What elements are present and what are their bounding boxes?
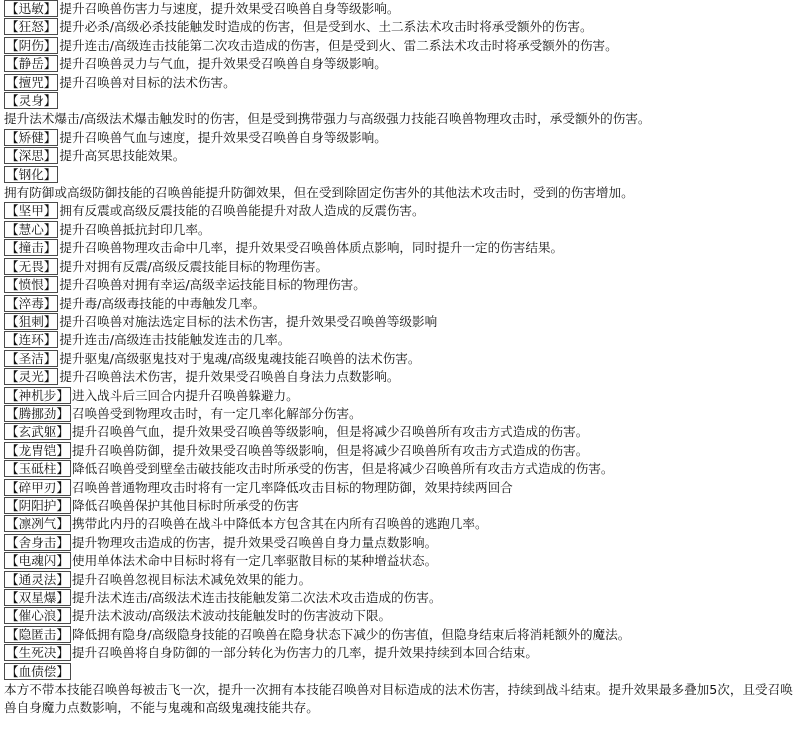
entry-description: 提升召唤兽法术伤害，提升效果受召唤兽自身法力点数影响。 xyxy=(59,369,400,385)
entry-line xyxy=(4,589,796,607)
entry-line xyxy=(4,552,796,570)
entry-description: 提升连击/高级连击技能触发连击的几率。 xyxy=(59,332,291,348)
entry-name-text: 阴阳护 xyxy=(18,497,57,513)
entry-description: 提升召唤兽灵力与气血，提升效果受召唤兽自身等级影响。 xyxy=(59,56,387,72)
entry-line xyxy=(4,423,796,441)
entry-line xyxy=(4,663,796,681)
entry-line xyxy=(4,239,796,257)
entry-name-text: 舍身击 xyxy=(18,534,57,550)
entry-line xyxy=(4,350,796,368)
entry-name: 【狂怒】 xyxy=(6,19,57,35)
entry-description: 提升召唤兽气血，提升效果受召唤兽等级影响，但是将减少召唤兽所有攻击方式造成的伤害。 xyxy=(71,424,589,440)
entry-name: 【矫健】 xyxy=(6,129,57,145)
entry-line xyxy=(4,166,796,184)
entry-name-text: 圣洁 xyxy=(18,350,44,366)
entry-name-text: 神机步 xyxy=(18,387,57,403)
entry-name: 【撞击】 xyxy=(6,240,57,256)
entry-line xyxy=(4,276,796,294)
entry-name-text: 龙胄铠 xyxy=(18,442,57,458)
entry-name: 【舍身击】 xyxy=(6,534,69,550)
entry-name: 【愤恨】 xyxy=(6,277,57,293)
entry-line xyxy=(4,221,796,239)
entry-line xyxy=(4,313,796,331)
entry-line xyxy=(4,129,796,147)
entry-name: 【迅敏】 xyxy=(6,1,57,16)
entry-name-text: 迅敏 xyxy=(18,1,44,16)
entry-name-text: 慧心 xyxy=(18,221,44,237)
entry-name: 【玄武躯】 xyxy=(6,424,69,440)
entry-line xyxy=(4,37,796,55)
entry-name: 【凛冽气】 xyxy=(6,516,69,532)
entry-name: 【阴伤】 xyxy=(6,37,57,53)
entry-line xyxy=(4,607,796,625)
entry-name-text: 玄武躯 xyxy=(18,424,57,440)
entry-name-text: 凛冽气 xyxy=(18,516,57,532)
entry-description: 提升召唤兽物理攻击命中几率，提升效果受召唤兽体质点影响，同时提升一定的伤害结果。 xyxy=(59,240,564,256)
entry-description: 提升必杀/高级必杀技能触发时造成的伤害，但是受到水、土二系法术攻击时将承受额外的伤害。 xyxy=(59,19,593,35)
entry-line xyxy=(4,18,796,36)
entry-line xyxy=(4,460,796,478)
entry-description: 进入战斗后三回合内提升召唤兽躲避力。 xyxy=(71,387,299,403)
entry-line xyxy=(4,258,796,276)
entry-name: 【催心浪】 xyxy=(6,608,69,624)
entry-name-text: 生死决 xyxy=(18,645,57,661)
entry-line xyxy=(4,644,796,662)
entry-line xyxy=(4,202,796,220)
entry-line xyxy=(4,74,796,92)
entry-name-text: 碎甲刃 xyxy=(18,479,57,495)
entry-line xyxy=(4,681,796,718)
entry-description: 携带此内丹的召唤兽在战斗中降低本方包含其在内所有召唤兽的逃跑几率。 xyxy=(71,516,488,532)
entry-name-text: 愤恨 xyxy=(18,277,44,293)
entry-name: 【隐匿击】 xyxy=(6,626,69,642)
entry-name: 【腾挪劲】 xyxy=(6,405,69,421)
entry-name-text: 通灵法 xyxy=(18,571,57,587)
entry-description: 提升召唤兽忽视目标法术减免效果的能力。 xyxy=(71,571,312,587)
entry-name: 【玉砥柱】 xyxy=(6,461,69,477)
entry-name: 【静岳】 xyxy=(6,56,57,72)
entry-description: 提升法术波动/高级法术波动技能触发时的伤害波动下限。 xyxy=(71,608,392,624)
entry-description: 提升召唤兽抵抗封印几率。 xyxy=(59,221,211,237)
entry-name: 【连环】 xyxy=(6,332,57,348)
entry-line xyxy=(4,626,796,644)
entry-description: 使用单体法术命中目标时将有一定几率驱散目标的某种增益状态。 xyxy=(71,553,438,569)
entry-name: 【坚甲】 xyxy=(6,203,57,219)
entry-line xyxy=(4,184,796,202)
entry-line xyxy=(4,55,796,73)
entry-list xyxy=(4,0,796,718)
entry-line xyxy=(4,331,796,349)
entry-line xyxy=(4,497,796,515)
entry-line xyxy=(4,571,796,589)
entry-name: 【灵光】 xyxy=(6,369,57,385)
entry-name: 【慧心】 xyxy=(6,221,57,237)
entry-description: 提升召唤兽伤害力与速度，提升效果受召唤兽自身等级影响。 xyxy=(59,1,400,16)
entry-name-text: 玉砥柱 xyxy=(18,461,57,477)
entry-line xyxy=(4,147,796,165)
entry-name: 【血债偿】 xyxy=(6,663,69,679)
entry-line xyxy=(4,110,796,128)
entry-description: 提升连击/高级连击技能第二次攻击造成的伤害，但是受到火、雷二系法术攻击时将承受额外的伤害。 xyxy=(59,37,618,53)
entry-description: 提升召唤兽对目标的法术伤害。 xyxy=(59,74,236,90)
entry-line xyxy=(4,295,796,313)
entry-description: 提升召唤兽将自身防御的一部分转化为伤害力的几率，提升效果持续到本回合结束。 xyxy=(71,645,538,661)
entry-name-text: 钢化 xyxy=(18,166,44,182)
entry-name: 【灵身】 xyxy=(6,93,57,109)
entry-description: 提升召唤兽防御，提升效果受召唤兽等级影响，但是将减少召唤兽所有攻击方式造成的伤害。 xyxy=(71,442,589,458)
entry-name-text: 血债偿 xyxy=(18,663,57,679)
entry-name: 【淬毒】 xyxy=(6,295,57,311)
entry-name-text: 催心浪 xyxy=(18,608,57,624)
entry-name: 【电魂闪】 xyxy=(6,553,69,569)
entry-name-text: 静岳 xyxy=(18,56,44,72)
entry-name-text: 矫健 xyxy=(18,129,44,145)
entry-description: 提升法术连击/高级法术连击技能触发第二次法术攻击造成的伤害。 xyxy=(71,590,442,605)
entry-description: 降低召唤兽保护其他目标时所承受的伤害 xyxy=(71,497,299,513)
entry-name-text: 撞击 xyxy=(18,240,44,256)
entry-description: 召唤兽受到物理攻击时，有一定几率化解部分伤害。 xyxy=(71,405,362,421)
entry-line xyxy=(4,479,796,497)
entry-name: 【钢化】 xyxy=(6,166,57,182)
entry-description: 本方不带本技能召唤兽每被击飞一次，提升一次拥有本技能召唤兽对目标造成的法术伤害，持续到战斗结束。提升效果最多叠加5次，且受召唤兽自身魔力点数影响，不能与鬼魂和高级鬼魂技能共存。 xyxy=(4,682,793,716)
entry-name: 【圣洁】 xyxy=(6,350,57,366)
entry-name-text: 狂怒 xyxy=(18,19,44,35)
entry-name: 【碎甲刃】 xyxy=(6,479,69,495)
entry-line xyxy=(4,405,796,423)
entry-line xyxy=(4,534,796,552)
entry-description: 召唤兽普通物理攻击时将有一定几率降低攻击目标的物理防御，效果持续两回合 xyxy=(71,479,513,495)
entry-name-text: 腾挪劲 xyxy=(18,405,57,421)
entry-description: 降低拥有隐身/高级隐身技能的召唤兽在隐身状态下减少的伤害值，但隐身结束后将消耗额外的魔法。 xyxy=(71,626,631,642)
entry-name: 【龙胄铠】 xyxy=(6,442,69,458)
entry-description: 拥有防御或高级防御技能的召唤兽能提升防御效果，但在受到除固定伤害外的其他法术攻击时，受到的伤害增加。 xyxy=(4,185,634,201)
entry-name: 【生死决】 xyxy=(6,645,69,661)
entry-description: 提升高冥思技能效果。 xyxy=(59,148,186,164)
entry-name-text: 连环 xyxy=(18,332,44,348)
entry-line xyxy=(4,387,796,405)
entry-name-text: 双星爆 xyxy=(18,590,57,605)
entry-name: 【神机步】 xyxy=(6,387,69,403)
entry-name-text: 灵光 xyxy=(18,369,44,385)
entry-description: 降低召唤兽受到壁垒击破技能攻击时所承受的伤害，但是将减少召唤兽所有攻击方式造成的伤害。 xyxy=(71,461,614,477)
entry-name-text: 狙刺 xyxy=(18,313,44,329)
entry-name: 【双星爆】 xyxy=(6,590,69,605)
entry-line xyxy=(4,442,796,460)
entry-name-text: 电魂闪 xyxy=(18,553,57,569)
entry-name-text: 阴伤 xyxy=(18,37,44,53)
entry-description: 提升法术爆击/高级法术爆击触发时的伤害，但是受到携带强力与高级强力技能召唤兽物理攻击时，承受额外的伤害。 xyxy=(4,111,651,127)
entry-name-text: 深思 xyxy=(18,148,44,164)
entry-description: 提升物理攻击造成的伤害，提升效果受召唤兽自身力量点数影响。 xyxy=(71,534,438,550)
entry-line xyxy=(4,92,796,110)
entry-name: 【擅咒】 xyxy=(6,74,57,90)
entry-line xyxy=(4,368,796,386)
entry-name: 【狙刺】 xyxy=(6,313,57,329)
entry-description: 提升驱鬼/高级驱鬼技对于鬼魂/高级鬼魂技能召唤兽的法术伤害。 xyxy=(59,350,421,366)
entry-line xyxy=(4,515,796,533)
entry-name-text: 淬毒 xyxy=(18,295,44,311)
entry-name: 【深思】 xyxy=(6,148,57,164)
entry-name: 【通灵法】 xyxy=(6,571,69,587)
entry-line xyxy=(4,0,796,18)
entry-name-text: 坚甲 xyxy=(18,203,44,219)
entry-name-text: 灵身 xyxy=(18,93,44,109)
entry-name: 【无畏】 xyxy=(6,258,57,274)
entry-description: 提升召唤兽对施法选定目标的法术伤害，提升效果受召唤兽等级影响 xyxy=(59,313,438,329)
entry-description: 提升毒/高级毒技能的中毒触发几率。 xyxy=(59,295,266,311)
entry-name-text: 隐匿击 xyxy=(18,626,57,642)
entry-name-text: 擅咒 xyxy=(18,74,44,90)
entry-description: 提升召唤兽气血与速度，提升效果受召唤兽自身等级影响。 xyxy=(59,129,387,145)
entry-description: 拥有反震或高级反震技能的召唤兽能提升对敌人造成的反震伤害。 xyxy=(59,203,425,219)
entry-description: 提升对拥有反震/高级反震技能目标的物理伤害。 xyxy=(59,258,329,274)
entry-description: 提升召唤兽对拥有幸运/高级幸运技能目标的物理伤害。 xyxy=(59,277,366,293)
entry-name-text: 无畏 xyxy=(18,258,44,274)
entry-name: 【阴阳护】 xyxy=(6,497,69,513)
